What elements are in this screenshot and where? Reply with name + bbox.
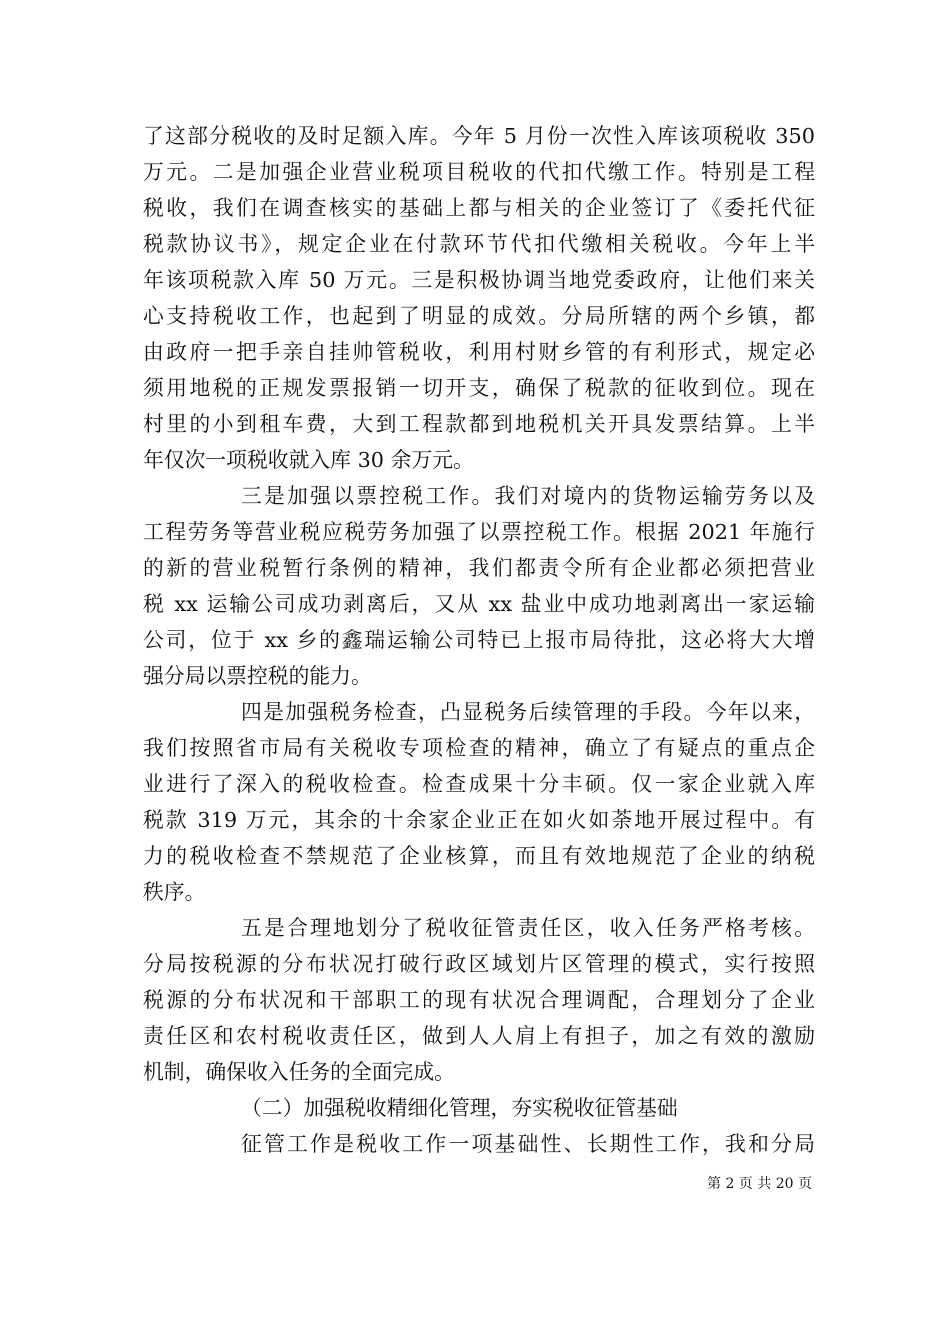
page-number: 第 2 页 共 20 页 bbox=[707, 1176, 812, 1192]
text-line: 的新的营业税暂行条例的精神，我们都责令所有企业都必须把营业 bbox=[143, 556, 815, 580]
text-line: 年该项税款入库 50 万元。三是积极协调当地党委政府，让他们来关 bbox=[143, 268, 815, 292]
text-line: 公司，位于 xx 乡的鑫瑞运输公司特已上报市局待批，这必将大大增 bbox=[143, 628, 815, 652]
text-line: 税 xx 运输公司成功剥离后，又从 xx 盐业中成功地剥离出一家运输 bbox=[143, 592, 815, 616]
text-line: 村里的小到租车费，大到工程款都到地税机关开具发票结算。上半 bbox=[143, 412, 815, 436]
text-line: 工程劳务等营业税应税劳务加强了以票控税工作。根据 2021 年施行 bbox=[143, 520, 815, 544]
text-line: 万元。二是加强企业营业税项目税收的代扣代缴工作。特别是工程 bbox=[143, 160, 815, 184]
text-line: 税款协议书》，规定企业在付款环节代扣代缴相关税收。今年上半 bbox=[143, 232, 815, 256]
text-line: 年仅次一项税收就入库 30 余万元。 bbox=[143, 448, 474, 472]
text-line: 由政府一把手亲自挂帅管税收，利用村财乡管的有利形式，规定必 bbox=[143, 340, 815, 364]
body-text bbox=[143, 118, 815, 1162]
text-line: 强分局以票控税的能力。 bbox=[143, 664, 372, 688]
text-line: 了这部分税收的及时足额入库。今年 5 月份一次性入库该项税收 350 bbox=[143, 124, 815, 148]
text-line: 税款 319 万元，其余的十余家企业正在如火如荼地开展过程中。有 bbox=[143, 808, 815, 832]
text-line: 秩序。 bbox=[143, 880, 206, 904]
paragraph-start-line: 三是加强以票控税工作。我们对境内的货物运输劳务以及 bbox=[241, 484, 815, 508]
text-line: 我们按照省市局有关税收专项检查的精神，确立了有疑点的重点企 bbox=[143, 736, 815, 760]
text-line: 税收，我们在调查核实的基础上都与相关的企业签订了《委托代征 bbox=[143, 196, 815, 220]
text-line: 责任区和农村税收责任区，做到人人肩上有担子，加之有效的激励 bbox=[143, 1024, 815, 1048]
text-line: 须用地税的正规发票报销一切开支，确保了税款的征收到位。现在 bbox=[143, 376, 815, 400]
text-line: 业进行了深入的税收检查。检查成果十分丰硕。仅一家企业就入库 bbox=[143, 772, 815, 796]
text-line: 税源的分布状况和干部职工的现有状况合理调配，合理划分了企业 bbox=[143, 988, 815, 1012]
text-line: 机制，确保收入任务的全面完成。 bbox=[143, 1060, 455, 1084]
text-line: 力的税收检查不禁规范了企业核算，而且有效地规范了企业的纳税 bbox=[143, 844, 815, 868]
text-line: 心支持税收工作，也起到了明显的成效。分局所辖的两个乡镇，都 bbox=[143, 304, 815, 328]
section-heading: （二）加强税收精细化管理，夯实税收征管基础 bbox=[241, 1096, 678, 1120]
paragraph-start-line: 征管工作是税收工作一项基础性、长期性工作，我和分局 bbox=[241, 1132, 815, 1156]
paragraph-start-line: 四是加强税务检查，凸显税务后续管理的手段。今年以来， bbox=[241, 700, 815, 724]
paragraph-start-line: 五是合理地划分了税收征管责任区，收入任务严格考核。 bbox=[241, 916, 815, 940]
text-line: 分局按税源的分布状况打破行政区域划片区管理的模式，实行按照 bbox=[143, 952, 815, 976]
